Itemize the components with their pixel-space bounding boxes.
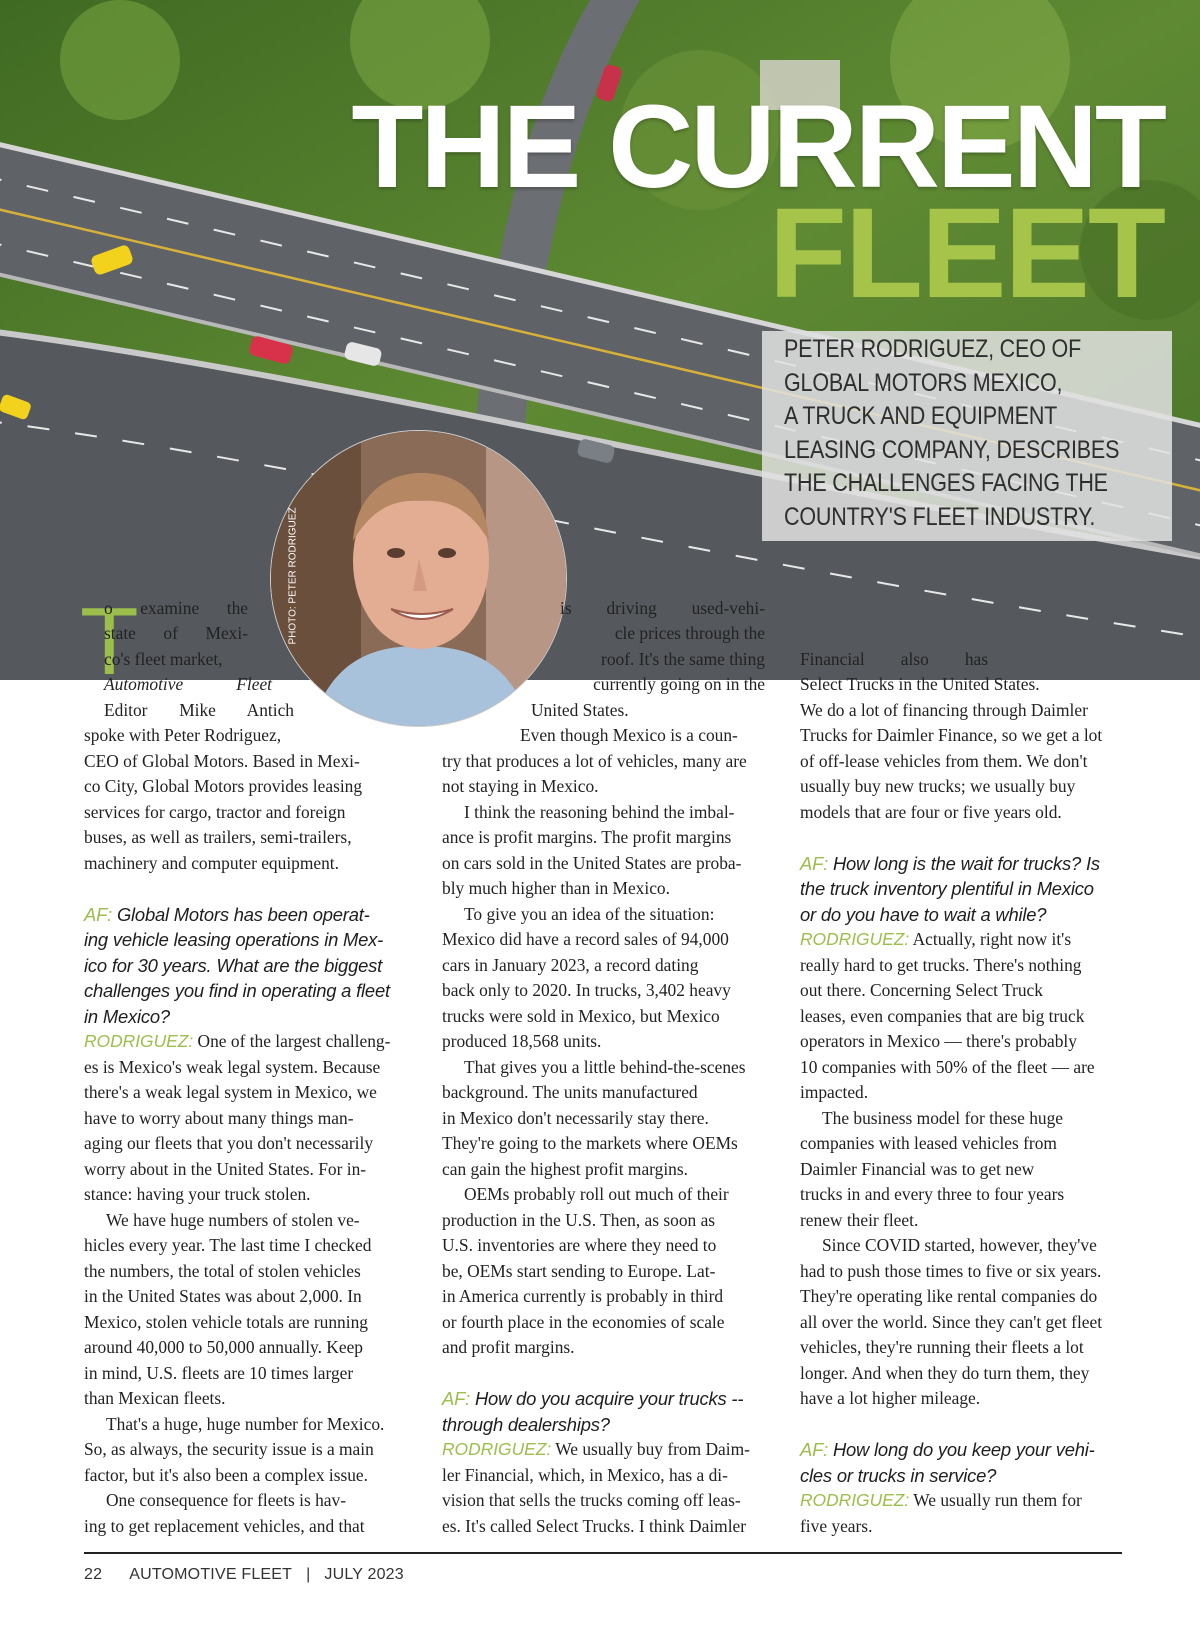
deck-line: GLOBAL MOTORS MEXICO, [784, 368, 1063, 397]
col3-question-line [800, 1437, 1095, 1462]
col2-text-line: can gain the highest profit margins. [442, 1159, 688, 1179]
headline-line-1: THE CURRENT [351, 81, 1164, 213]
col2-text-line: cars in January 2023, a record dating [442, 955, 699, 975]
col2-text-line: Mexico did have a record sales of 94,000 [442, 929, 729, 949]
col2-text-line: U.S. inventories are where they need to [442, 1235, 717, 1255]
col2-text-line: OEMs probably roll out much of their [464, 1184, 729, 1204]
col1-text-line: That's a huge, huge number for Mexico. [106, 1414, 385, 1434]
col3-text-line: Financial also has [800, 649, 988, 669]
answer-text: One of the largest challeng- [197, 1031, 391, 1051]
col3-text-line: trucks in and every three to four years [800, 1184, 1065, 1204]
col1-answer-line [84, 1029, 390, 1054]
col2-text-line: vision that sells the trucks coming off leas- [442, 1490, 741, 1510]
col3-text-line: Select Trucks in the United States. [800, 674, 1040, 694]
question-text: How do you acquire your trucks -- [474, 1388, 744, 1409]
col1-text-line: We have huge numbers of stolen ve- [106, 1210, 360, 1230]
headline-line-2: FLEET [768, 182, 1164, 325]
question-text: Global Motors has been operat- [116, 904, 370, 925]
col3-text-line: The business model for these huge [822, 1108, 1063, 1128]
col2-text-line: not staying in Mexico. [442, 776, 599, 796]
col1-text-line: worry about in the United States. For in- [84, 1159, 367, 1179]
col3-text-line: all over the world. Since they can't get fleet [800, 1312, 1103, 1332]
col1-text-line: factor, but it's also been a complex issue. [84, 1465, 368, 1485]
col2-text-line: trucks were sold in Mexico, but Mexico [442, 1006, 720, 1026]
deck-box [762, 331, 1172, 541]
col2-wrap-line: United States. [531, 700, 629, 720]
col2-text-line: produced 18,568 units. [442, 1031, 602, 1051]
col3-text-line: of off-lease vehicles from them. We don't [800, 751, 1088, 771]
col1-intro-line: co's fleet market, [104, 649, 223, 669]
col3-text-line: usually buy new trucks; we usually buy [800, 776, 1076, 796]
col3-text-line: operators in Mexico — there's probably [800, 1031, 1077, 1051]
col3-text-line: 10 companies with 50% of the fleet — are [800, 1057, 1095, 1077]
col2-wrap-line: is driving used-vehi- [560, 598, 765, 618]
col3-text-line: out there. Concerning Select Truck [800, 980, 1043, 1000]
col2-text-line: in Mexico don't necessarily stay there. [442, 1108, 709, 1128]
answer-text: We usually run them for [913, 1490, 1082, 1510]
col1-text-line: One consequence for fleets is hav- [106, 1490, 346, 1510]
col3-question-line [800, 851, 1100, 876]
col2-text-line: bly much higher than in Mexico. [442, 878, 670, 898]
col2-text-line: production in the U.S. Then, as soon as [442, 1210, 716, 1230]
drop-cap: T [80, 588, 139, 695]
answer-text: Actually, right now it's [912, 929, 1072, 949]
col1-text-line: So, as always, the security issue is a main [84, 1439, 374, 1459]
col2-text-line: Even though Mexico is a coun- [520, 725, 738, 745]
col2-answer-line [442, 1437, 750, 1462]
col3-text-line: vehicles, they're running their fleets a lot [800, 1337, 1084, 1357]
hero-photo-highway [0, 0, 1200, 680]
col3-text-line: models that are four or five years old. [800, 802, 1062, 822]
col2-text-line: I think the reasoning behind the imbal- [464, 802, 735, 822]
col1-question-line: in Mexico? [84, 1006, 170, 1027]
col3-text-line: Since COVID started, however, they've [822, 1235, 1097, 1255]
col1-text-line: ing to get replacement vehicles, and that [84, 1516, 365, 1536]
page-number: 22 [84, 1566, 103, 1583]
col2-text-line: background. The units manufactured [442, 1082, 698, 1102]
col2-text-line: be, OEMs start sending to Europe. Lat- [442, 1261, 716, 1281]
col1-text-line: around 40,000 to 50,000 annually. Keep [84, 1337, 363, 1357]
col2-text-line: try that produces a lot of vehicles, many are [442, 751, 747, 771]
deck-line: COUNTRY'S FLEET INDUSTRY. [784, 502, 1096, 531]
col1-text-line: spoke with Peter Rodriguez, [84, 725, 282, 745]
col3-answer-line [800, 927, 1071, 952]
qa-label: AF: [800, 853, 829, 874]
col2-text-line: To give you an idea of the situation: [464, 904, 715, 924]
col3-text-line: longer. And when they do turn them, they [800, 1363, 1090, 1383]
footer-separator: | [306, 1566, 311, 1583]
col1-text-line: aging our fleets that you don't necessarily [84, 1133, 374, 1153]
qa-label: AF: [442, 1388, 471, 1409]
col3-question-line: cles or trucks in service? [800, 1465, 997, 1486]
photo-credit: PHOTO: PETER RODRIGUEZ [287, 507, 299, 645]
footer-rule [84, 1552, 1122, 1554]
qa-label: RODRIGUEZ: [800, 929, 910, 949]
col1-intro-line: state of Mexi- [104, 623, 248, 643]
col1-text-line: than Mexican fleets. [84, 1388, 226, 1408]
issue-date: JULY 2023 [324, 1566, 404, 1583]
qa-label: AF: [800, 1439, 829, 1460]
col2-text-line: ance is profit margins. The profit margins [442, 827, 732, 847]
col1-text-line: CEO of Global Motors. Based in Mexi- [84, 751, 360, 771]
deck-line: A TRUCK AND EQUIPMENT [784, 402, 1058, 431]
answer-text: We usually buy from Daim- [555, 1439, 750, 1459]
publication-name: AUTOMOTIVE FLEET [129, 1566, 293, 1583]
col2-question-line: through dealerships? [442, 1414, 610, 1435]
col1-question-line [84, 902, 370, 927]
col2-text-line: and profit margins. [442, 1337, 575, 1357]
col1-text-line: buses, as well as trailers, semi-trailers, [84, 827, 352, 847]
col1-question-line: challenges you find in operating a fleet [84, 980, 390, 1001]
col3-question-line: or do you have to wait a while? [800, 904, 1047, 925]
col1-text-line: Mexico, stolen vehicle totals are running [84, 1312, 368, 1332]
col3-text-line: really hard to get trucks. There's nothing [800, 955, 1082, 975]
col1-text-line: in the United States was about 2,000. In [84, 1286, 362, 1306]
col3-text-line: had to push those times to five or six years. [800, 1261, 1102, 1281]
col1-text-line: services for cargo, tractor and foreign [84, 802, 346, 822]
col2-text-line: or fourth place in the economies of scale [442, 1312, 725, 1332]
col3-text-line: Trucks for Daimler Finance, so we get a lot [800, 725, 1103, 745]
col2-question-line [442, 1386, 743, 1411]
col3-text-line: Daimler Financial was to get new [800, 1159, 1035, 1179]
col1-text-line: stance: having your truck stolen. [84, 1184, 311, 1204]
qa-label: AF: [84, 904, 113, 925]
col1-text-line: es is Mexico's weak legal system. Because [84, 1057, 381, 1077]
col2-text-line: es. It's called Select Trucks. I think Daimler [442, 1516, 747, 1536]
col1-intro-line: Editor Mike Antich [104, 700, 294, 720]
col3-text-line: We do a lot of financing through Daimler [800, 700, 1088, 720]
col1-text-line: have to worry about many things man- [84, 1108, 354, 1128]
col3-answer-line [800, 1488, 1082, 1513]
col1-text-line: co City, Global Motors provides leasing [84, 776, 363, 796]
col2-wrap-line: roof. It's the same thing [601, 649, 765, 669]
col1-text-line: hicles every year. The last time I checked [84, 1235, 372, 1255]
col3-text-line: companies with leased vehicles from [800, 1133, 1057, 1153]
col3-text-line: renew their fleet. [800, 1210, 919, 1230]
col1-intro-line: o examine the [104, 598, 248, 618]
col1-text-line: there's a weak legal system in Mexico, we [84, 1082, 377, 1102]
col1-intro-line: Automotive Fleet [104, 674, 272, 694]
qa-label: RODRIGUEZ: [84, 1031, 194, 1051]
col1-text-line: in mind, U.S. fleets are 10 times larger [84, 1363, 354, 1383]
col3-text-line: have a lot higher mileage. [800, 1388, 981, 1408]
col2-text-line: on cars sold in the United States are proba- [442, 853, 742, 873]
col2-text-line: That gives you a little behind-the-scenes [464, 1057, 746, 1077]
col1-text-line: the numbers, the total of stolen vehicles [84, 1261, 361, 1281]
col3-text-line: impacted. [800, 1082, 869, 1102]
col2-wrap-line: currently going on in the [593, 674, 765, 694]
qa-label: RODRIGUEZ: [800, 1490, 910, 1510]
col3-text-line: five years. [800, 1516, 873, 1536]
question-text: How long is the wait for trucks? Is [832, 853, 1100, 874]
col2-text-line: back only to 2020. In trucks, 3,402 heavy [442, 980, 731, 1000]
qa-label: RODRIGUEZ: [442, 1439, 552, 1459]
col1-question-line: ing vehicle leasing operations in Mex- [84, 929, 384, 950]
col2-wrap-line: cle prices through the [614, 623, 765, 643]
col3-text-line: leases, even companies that are big truck [800, 1006, 1085, 1026]
col3-text-line: They're operating like rental companies do [800, 1286, 1098, 1306]
col1-question-line: ico for 30 years. What are the biggest [84, 955, 383, 976]
deck-line: THE CHALLENGES FACING THE [784, 469, 1108, 498]
col3-question-line: the truck inventory plentiful in Mexico [800, 878, 1094, 899]
deck-line: LEASING COMPANY, DESCRIBES [784, 435, 1120, 464]
page-footer [84, 1566, 404, 1584]
question-text: How long do you keep your vehi- [832, 1439, 1095, 1460]
col2-text-line: They're going to the markets where OEMs [442, 1133, 738, 1153]
col1-text-line: machinery and computer equipment. [84, 853, 339, 873]
col2-text-line: ler Financial, which, in Mexico, has a di- [442, 1465, 728, 1485]
col2-text-line: in America currently is probably in third [442, 1286, 724, 1306]
deck-line: PETER RODRIGUEZ, CEO OF [784, 335, 1082, 363]
